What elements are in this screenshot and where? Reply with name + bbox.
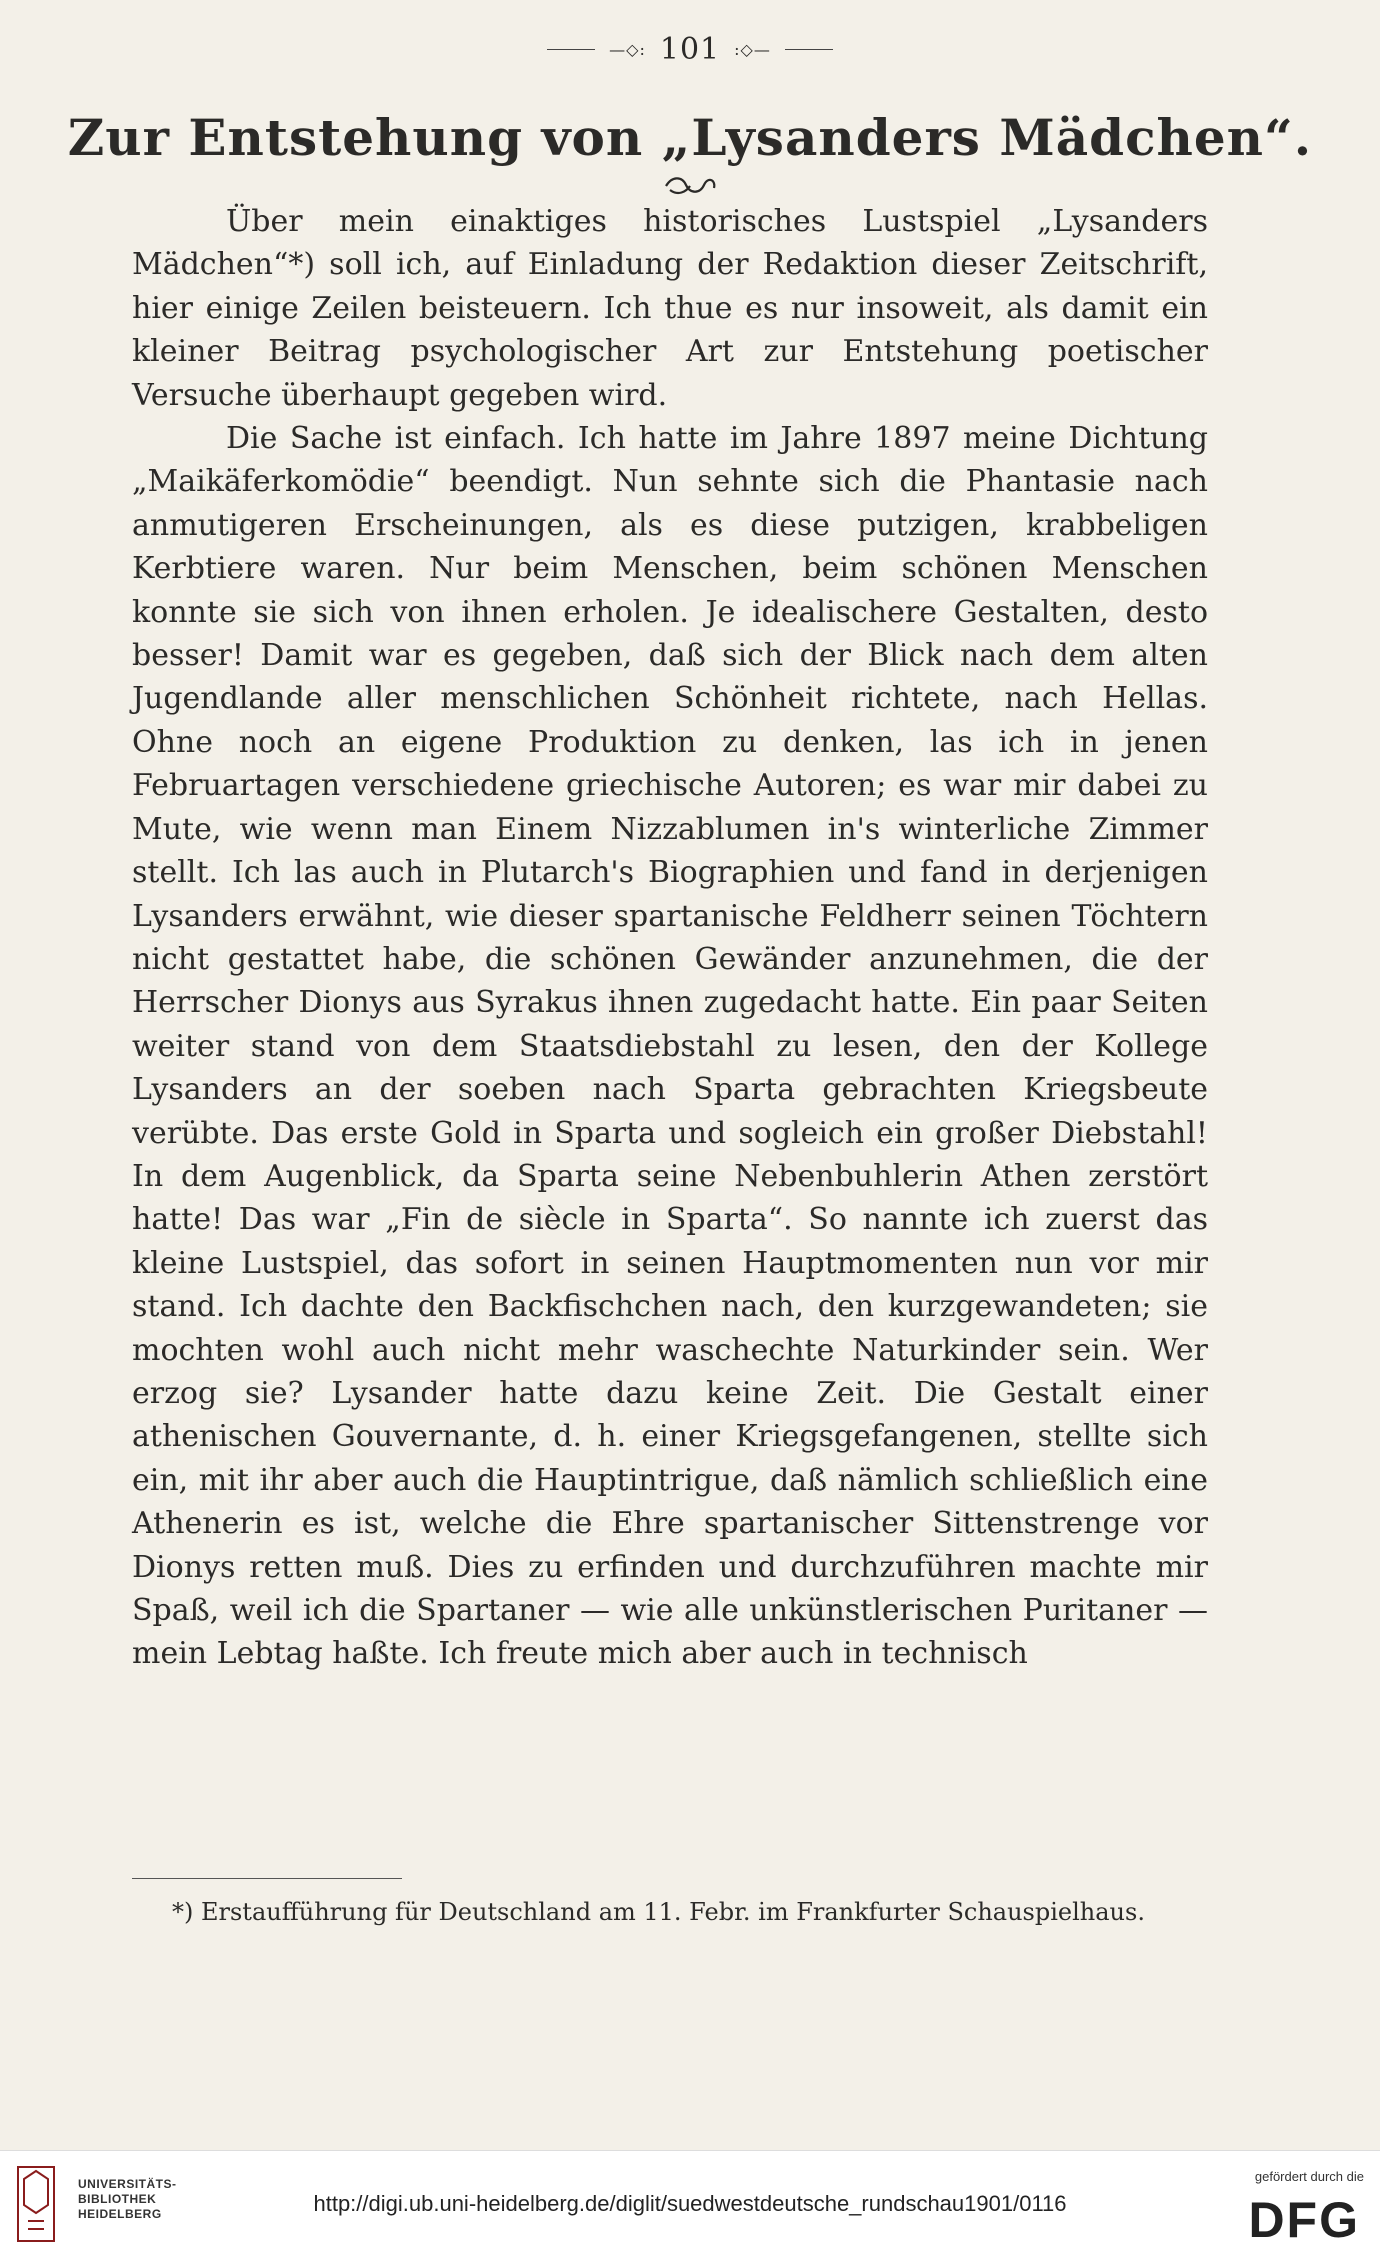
header-rule-left [547, 49, 595, 50]
article-title: Zur Entstehung von „Lysanders Mädchen“. [67, 108, 1313, 167]
running-header [0, 32, 1380, 67]
library-name-line-1: UNIVERSITÄTS- [78, 2177, 177, 2191]
dfg-logo: DFG [1248, 2192, 1360, 2248]
page-number: 101 [659, 32, 721, 67]
digitization-footer [0, 2150, 1380, 2258]
paragraph-2: Die Sache ist einfach. Ich hatte im Jahre 1897 meine Dichtung „Maikäferkomödie“ beendigt. Nun sehnte sich die Phantasie nach anmutigeren Erscheinungen, als es diese putzigen, krabbeligen Kerbtiere waren. Nur beim Menschen, beim schönen Menschen konnte sie sich von ihnen erholen. Je idealischere Gestalten, desto besser! Damit war es gegeben, daß sich der Blick nach dem alten Jugendlande aller menschlichen Schönheit richtete, nach Hellas. Ohne noch an eigene Produktion zu denken, las ich in jenen Februartagen verschiedene griechische Autoren; es war mir dabei zu Mute, wie wenn man Einem Nizzablumen in's winterliche Zimmer stellt. Ich las auch in Plutarch's Biographien und fand in derjenigen Lysanders erwähnt, wie dieser spartanische Feldherr seinen Töchtern nicht gestattet habe, die schönen Gewänder anzunehmen, die der Herrscher Dionys aus Syrakus ihnen zugedacht hatte. Ein paar Seiten weiter stand von dem Staatsdiebstahl zu lesen, den der Kollege Lysanders an der soeben nach Sparta gebrachten Kriegsbeute verübte. Das erste Gold in Sparta und sogleich ein großer Diebstahl! In dem Augenblick, da Sparta seine Nebenbuhlerin Athen zerstört hatte! Das war „Fin de siècle in Sparta“. So nannte ich zuerst das kleine Lustspiel, das sofort in seinen Hauptmomenten nun vor mir stand. Ich dachte den Backfischchen nach, den kurzgewandeten; sie mochten wohl auch nicht mehr waschechte Naturkinder sein. Wer erzog sie? Lysander hatte dazu keine Zeit. Die Gestalt einer athenischen Gouvernante, d. h. einer Kriegsgefangenen, stellte sich ein, mit ihr aber auch die Hauptintrigue, daß nämlich schließlich eine Athenerin es ist, welche die Ehre spartanischer Sittenstrenge vor Dionys retten muß. Dies zu erfinden und durchzuführen machte mir Spaß, weil ich die Spartaner — wie alle unkünstlerischen Puritaner — mein Lebtag haßte. Ich freute mich aber auch in technisch [132, 421, 1208, 1672]
footnote-divider [132, 1878, 402, 1879]
flourish-ornament-icon [660, 172, 720, 198]
source-url[interactable]: http://digi.ub.uni-heidelberg.de/diglit/suedwestdeutsche_rundschau1901/0116 [313, 2191, 1067, 2216]
library-name-line-3: HEIDELBERG [78, 2207, 162, 2221]
funding-caption: gefördert durch die [1254, 2169, 1364, 2184]
article-body [132, 200, 1208, 1676]
footnote: *) Erstaufführung für Deutschland am 11. Febr. im Frankfurter Schauspielhaus. [172, 1898, 1145, 1926]
header-ornament-right: :◇— [734, 40, 771, 59]
header-ornament-left: —◇: [609, 40, 646, 59]
paragraph-1: Über mein einaktiges historisches Lustspiel „Lysanders Mädchen“*) soll ich, auf Einladung der Redaktion dieser Zeitschrift, hier einige Zeilen beisteuern. Ich thue es nur insoweit, als damit ein kleiner Beitrag psychologischer Art zur Entstehung poetischer Versuche überhaupt gegeben wird. [132, 204, 1208, 413]
header-rule-right [785, 49, 833, 50]
library-name-line-2: BIBLIOTHEK [78, 2192, 157, 2206]
